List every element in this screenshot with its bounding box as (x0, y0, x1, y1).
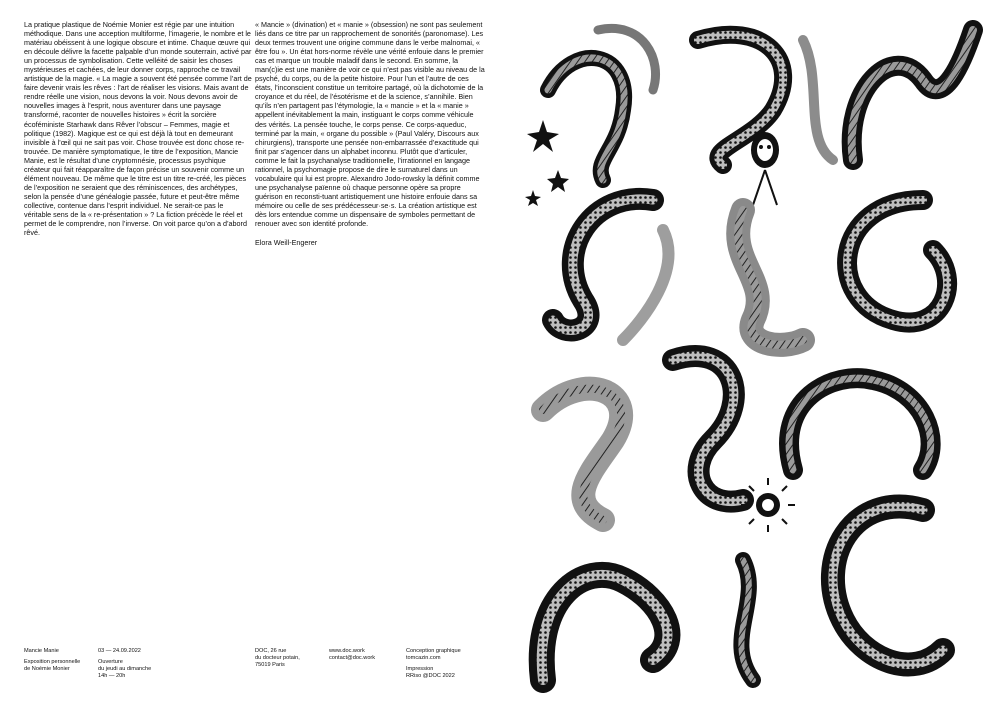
venue-address: DOC, 26 rue du docteur potain, 75019 Paris (255, 648, 300, 668)
serpent-artwork (503, 0, 1000, 707)
serpent-glyph-5 (738, 210, 803, 345)
essay-column-left (24, 20, 252, 237)
serpent-glyph-11 (741, 560, 753, 680)
footer-title-block (24, 648, 80, 677)
exhibition-subtitle: Exposition personnelle de Noémie Monier (24, 659, 81, 672)
footer-address-block (255, 648, 300, 673)
opening-hours: Ouverture du jeudi au dimanche 14h — 20h (98, 659, 152, 679)
exhibition-title: Mancie Manie (24, 648, 59, 654)
footer-dates-block (98, 648, 151, 684)
serpent-glyph-12 (833, 507, 943, 665)
serpent-glyph-3 (852, 30, 973, 160)
star-cluster-icon (525, 120, 569, 206)
exhibition-dates: 03 — 24.09.2022 (98, 648, 141, 654)
serpent-glyph-8 (673, 356, 743, 502)
email-link[interactable]: contact@doc.work (329, 655, 376, 661)
serpent-glyph-9 (789, 378, 931, 470)
mask-figure-icon (751, 132, 779, 205)
essay-paragraph: La pratique plastique de Noémie Monier est régie par une intuition méthodique. Dans une acception multiforme, l’imagerie, le nombre et le matériau obéissent à une logique obscure et intime. Chaque œuvre qui en découle délivre la facette palpable d’un monde souterrain, activé par un processus de symbolisation. Cette velléité de saisir les choses mystérieuses et cachées, de leur donner corps, rapproche ce travail artistique de la magie. « La magie a souvent été pensée comme l’art de faire devenir vrais les rêves : l’art de réaliser les visions. Mais avant de rendre réelle une vision, nous devons la voir. Nous devons avoir de nouvelles images à l’esprit, nous aventurer dans une paysage transformé, raconter de nouvelles histoires » écrit la sorcière écoféministe Starhawk dans Rêver l’obscur – Femmes, magie et politique (1982). Magique est ce qui est déjà là tout en demeurant invisible à l’œil qui ne sait pas voir. Chose trouvée est donc chose re-trouvée. De manière symptomatique, le titre de l’exposition, Mancie Manie, est le résultat d’une cryptomnésie, processus psychique créateur qui fait réapparaître de façon précise un souvenir comme un élément nouveau. De même que le titre est un titre re-créé, les pièces de l’exposition ne seraient que des réminiscences, des archétypes, selon la pensée d’une généalogie passée, future et peut-être même collective, contenue dans l’esprit individuel. Ne serait-ce pas le véritable sens de la « re-présentation » ? La fiction précède le réel et permet de le comprendre, non l’inverse. On voit parce qu’on a d’abord rêvé. (24, 20, 252, 238)
print-credit: Impression RRiso @DOC 2022 (406, 666, 455, 679)
essay-column-right (255, 20, 487, 247)
serpent-glyph-6 (847, 200, 947, 323)
author-signature: Elora Weill-Engerer (255, 238, 318, 248)
design-credit: Conception graphique tomcazin.com (406, 648, 461, 661)
website-link[interactable]: www.doc.work (329, 648, 365, 654)
footer-contact-block (329, 648, 375, 666)
serpent-glyph-4 (553, 199, 668, 340)
serpent-glyph-10 (542, 575, 668, 680)
serpent-glyph-7 (543, 389, 621, 520)
essay-paragraph: « Mancie » (divination) et « manie » (obsession) ne sont pas seulement liés dans ce titre par un rapprochement de sonorités (paronomase). Les deux termes trouvent une origine commune dans le verbe malnomai, « être fou ». Un état hors-norme révèle une vérité enfouie dans le premier cas et marque un trouble maladif dans le second. En somme, la man(c)ie est une manière de voir ce qui n’est pas visible au niveau de la psyché, du corps, ou de la petite histoire. Pour l’un et l’autre de ces états, l’inconscient constitue un territoire partagé, où la dichotomie de la croyance et du réel, de l’ésotérisme et de la science, s’annihile. Bien qu’ils n’en partagent pas l’étymologie, la « mancie » et la « manie » appellent inévitablement la main, instiguant le corps comme véhicule des vérités. La pensée touche, le corps pense. Ce corps-aqueduc, terminé par la main, « organe du possible » (Paul Valéry, Discours aux chirurgiens), transporte une pensée non-embarrassée d’exactitude qui finit par s’agencer dans un alphabet inconnu. Plutôt que d’articuler, comme le fait la psychanalyse traditionnelle, l’irrationnel en langage rationnel, la psychomagie propose de dire le surnaturel dans un vocabulaire qui lui est propre. Alexandro Jodo-rowsky la définit comme une psychanalyse païenne où chaque personne opère sa propre guérison en reconsti-tuant artistiquement une histoire enfouie dans sa mémoire ou celle de ses prédécesseur·se·s. La création artistique est dès lors entendue comme un dispensaire de symboles permettant de renouer avec son identité profonde. (255, 20, 485, 229)
serpent-glyph-1 (548, 28, 656, 180)
footer-credits-block (406, 648, 461, 684)
